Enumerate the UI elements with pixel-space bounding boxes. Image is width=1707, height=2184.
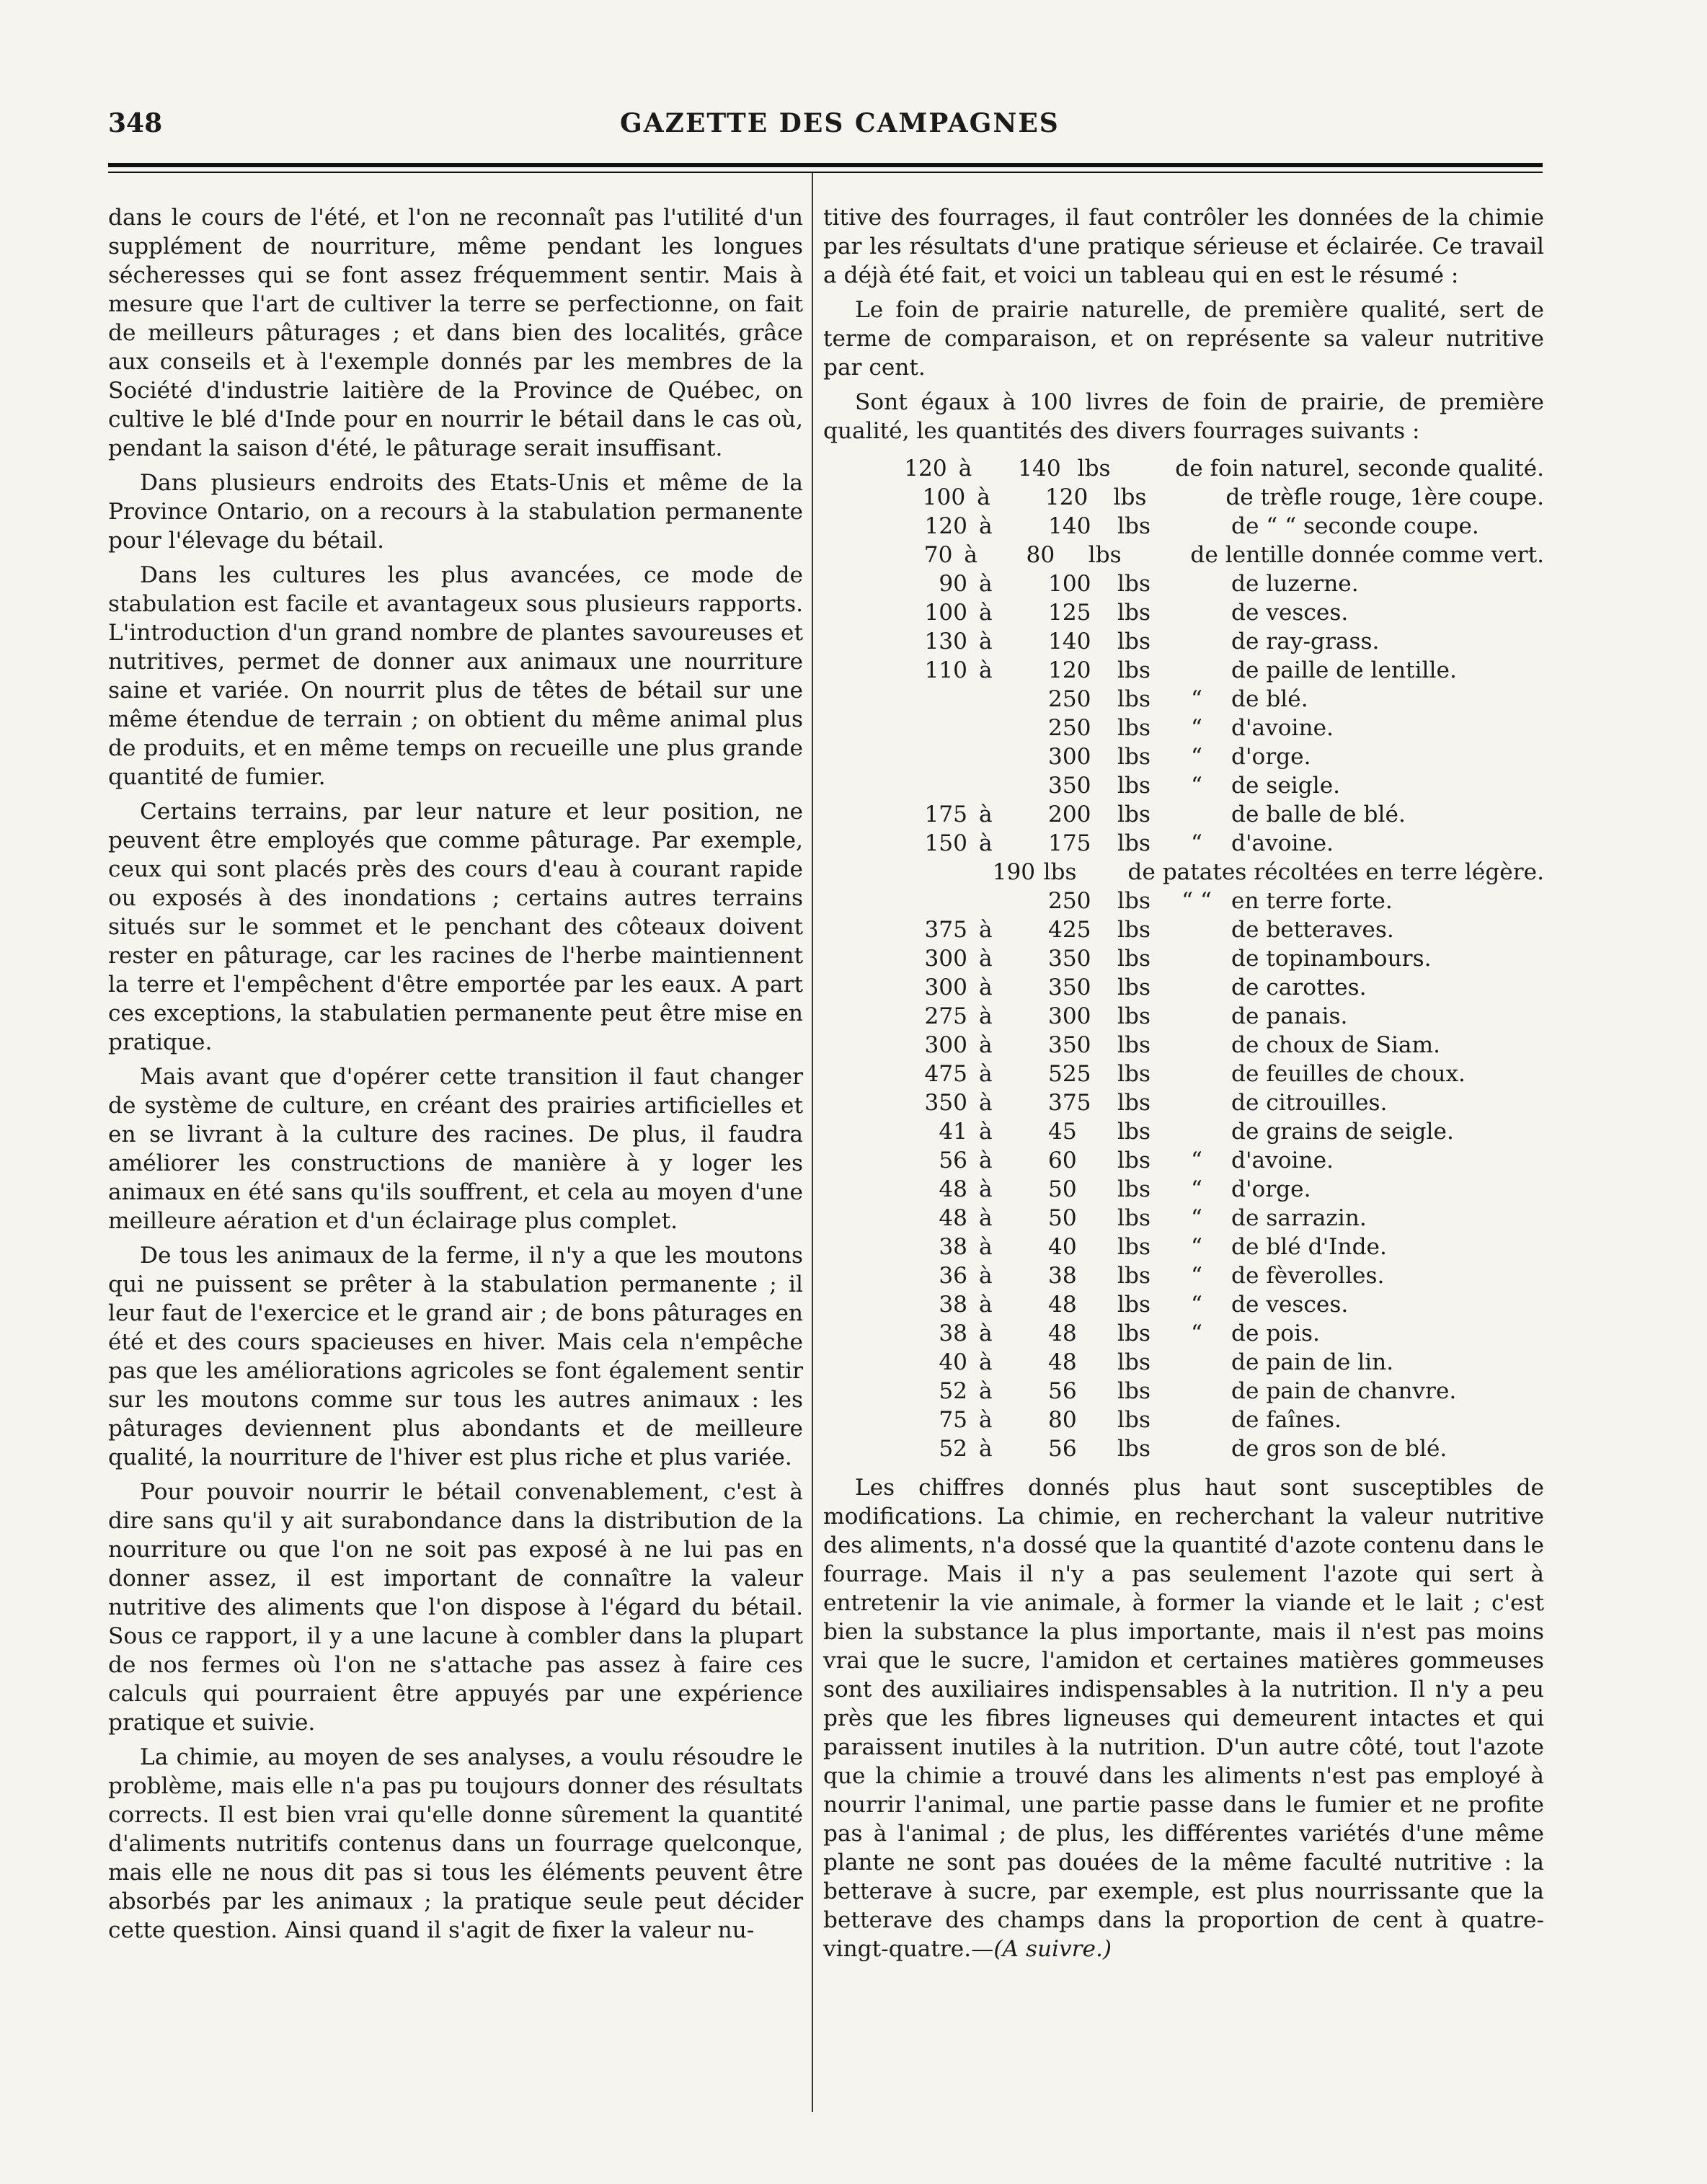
range-from: 175 bbox=[924, 802, 967, 827]
ditto-mark bbox=[1162, 569, 1231, 598]
range-from: 120 bbox=[904, 456, 947, 481]
fodder-name: de patates récoltées en terre légère. bbox=[1127, 859, 1545, 885]
fodder-name: de topinambours. bbox=[1231, 946, 1432, 972]
range-sep: à bbox=[979, 657, 993, 683]
unit: lbs bbox=[1088, 542, 1122, 568]
ditto-mark bbox=[1162, 1406, 1231, 1434]
range-to: 375 bbox=[1048, 1090, 1091, 1116]
range-sep: à bbox=[979, 513, 993, 539]
unit: lbs bbox=[1117, 1032, 1150, 1058]
right-column bbox=[823, 203, 1544, 1969]
range-sep: à bbox=[979, 1349, 993, 1375]
left-paragraph: Dans plusieurs endroits des Etats-Unis et même de la Province Ontario, on a recours à la stabulation permanente pour l'élevage du bétail. bbox=[108, 470, 803, 554]
range-sep: à bbox=[979, 975, 993, 1000]
fodder-name: de betteraves. bbox=[1231, 917, 1394, 943]
range-from: 40 bbox=[939, 1349, 967, 1375]
fodder-name: de choux de Siam. bbox=[1231, 1032, 1441, 1058]
range-sep: à bbox=[979, 1061, 993, 1087]
range-from: 375 bbox=[924, 917, 967, 943]
header-rule-thick bbox=[108, 163, 1543, 167]
table-row bbox=[823, 1002, 1544, 1031]
range-from bbox=[823, 887, 979, 915]
range-from: 75 bbox=[939, 1407, 967, 1433]
table-row bbox=[823, 944, 1544, 973]
range-sep: à bbox=[979, 1436, 993, 1462]
ditto-mark: “ bbox=[1191, 773, 1202, 799]
page-number: 348 bbox=[108, 108, 163, 138]
range-from: 70 bbox=[923, 542, 953, 568]
range-to: 350 bbox=[1048, 1032, 1091, 1058]
table-row bbox=[823, 1175, 1544, 1204]
ditto-mark bbox=[1162, 512, 1231, 541]
table-row bbox=[823, 1319, 1544, 1348]
fodder-name: de seigle. bbox=[1231, 773, 1341, 799]
fodder-name: en terre forte. bbox=[1231, 888, 1393, 914]
range-sep: à bbox=[979, 1234, 993, 1260]
to-be-continued: (A suivre.) bbox=[993, 1936, 1112, 1962]
range-to: 140 bbox=[1018, 456, 1061, 481]
range-sep: à bbox=[979, 1148, 993, 1173]
closing-text: Les chiffres donnés plus haut sont susceptibles de modifications. La chimie, en recherchant la valeur nutritive des aliments, n'a dossé que la quantité d'azote contenu dans le fourrage. Mais il n'y a pas seulement l'azote qui sert à entretenir la vie animale, à former la viande et le lait ; c'est bien la substance la plus importante, mais il n'est pas moins vrai que le sucre, l'amidon et certaines matières gommeuses sont des auxiliaires indispensables à la nutrition. Il n'y a peu près que les fibres ligneuses qui demeurent intactes et qui paraissent inutiles à la nutrition. D'un autre côté, tout l'azote que la chimie a trouvé dans les aliments n'est pas employé à nourrir l'animal, une partie passe dans le fumier et ne profite pas à l'animal ; de plus, les différentes variétés d'une même plante ne sont pas douées de la même faculté nutritive : la betterave à sucre, par exemple, est plus nourrissante que la betterave des champs dans la proportion de cent à quatre-vingt-quatre.— bbox=[823, 1475, 1544, 1962]
ditto-mark bbox=[1162, 656, 1231, 685]
range-from bbox=[823, 858, 941, 887]
range-sep: à bbox=[979, 629, 993, 654]
range-sep: à bbox=[979, 1176, 993, 1202]
unit: lbs bbox=[1117, 715, 1150, 741]
table-row bbox=[823, 598, 1544, 627]
fodder-name: de lentille donnée comme vert. bbox=[1190, 542, 1545, 568]
table-row bbox=[823, 829, 1544, 858]
ditto-mark: “ bbox=[1191, 830, 1202, 856]
fodder-name: de luzerne. bbox=[1231, 571, 1359, 597]
range-from: 38 bbox=[939, 1234, 967, 1260]
range-sep bbox=[979, 714, 1048, 742]
range-to: 80 bbox=[1026, 542, 1055, 568]
fodder-name: d'orge. bbox=[1231, 1176, 1311, 1202]
range-to: 80 bbox=[1048, 1407, 1077, 1433]
range-to: 48 bbox=[1048, 1320, 1077, 1346]
ditto-mark bbox=[1162, 627, 1231, 656]
range-from bbox=[823, 742, 979, 771]
range-from: 100 bbox=[922, 484, 966, 510]
left-paragraph: dans le cours de l'été, et l'on ne reconnaît pas l'utilité d'un supplément de nourriture, même pendant les longues sécheresses qui se font assez fréquemment sentir. Mais à mesure que l'art de cultiver la terre se perfectionne, on fait de meilleurs pâturages ; et dans bien des localités, grâce aux conseils et à l'exemple donnés par les membres de la Société d'industrie laitière de la Province de Québec, on cultive le blé d'Inde pour en nourrir le bétail dans le cas où, pendant la saison d'été, le pâturage serait insuffisant. bbox=[108, 205, 803, 461]
unit: lbs bbox=[1117, 1292, 1150, 1318]
unit: lbs bbox=[1117, 600, 1150, 626]
ditto-mark bbox=[1162, 1002, 1231, 1031]
ditto-mark: “ bbox=[1191, 1205, 1202, 1231]
ditto-mark bbox=[1162, 973, 1231, 1002]
table-row bbox=[823, 685, 1544, 714]
table-row bbox=[823, 1434, 1544, 1463]
ditto-mark bbox=[1162, 944, 1231, 973]
range-sep: à bbox=[979, 1292, 993, 1318]
ditto-mark bbox=[1162, 1348, 1231, 1377]
right-intro-paragraph: titive des fourrages, il faut contrôler les données de la chimie par les résultats d'une pratique sérieuse et éclairée. Ce travail a déjà été fait, et voici un tableau qui en est le résumé : bbox=[823, 205, 1544, 288]
header-rule-thin bbox=[108, 172, 1543, 173]
range-to: 350 bbox=[1048, 946, 1091, 972]
fodder-name: de vesces. bbox=[1231, 1292, 1349, 1318]
range-from: 38 bbox=[939, 1292, 967, 1318]
unit: lbs bbox=[1117, 1263, 1150, 1289]
table-row bbox=[823, 800, 1544, 829]
range-from: 36 bbox=[939, 1263, 967, 1289]
range-from bbox=[823, 771, 979, 800]
fodder-name: de faînes. bbox=[1231, 1407, 1342, 1433]
range-to: 100 bbox=[1048, 571, 1091, 597]
table-row bbox=[823, 1204, 1544, 1233]
left-paragraph: Certains terrains, par leur nature et leur position, ne peuvent être employés que comme pâturage. Par exemple, ceux qui sont placés près des cours d'eau à courant rapide ou exposés à des inondations ; certains autres terrains situés sur le sommet et le penchant des côteaux doivent rester en pâturage, car les racines de l'herbe maintiennent la terre et l'empêchent d'être emportée par les eaux. A part ces exceptions, la stabulatien permanente peut être mise en pratique. bbox=[108, 799, 803, 1055]
range-sep bbox=[979, 887, 1048, 915]
ditto-mark: “ bbox=[1191, 715, 1202, 741]
range-sep bbox=[979, 771, 1048, 800]
range-from: 52 bbox=[939, 1436, 967, 1462]
range-to: 45 bbox=[1048, 1119, 1077, 1145]
range-from: 110 bbox=[924, 657, 967, 683]
range-from: 41 bbox=[939, 1119, 967, 1145]
unit: lbs bbox=[1117, 917, 1150, 943]
table-row bbox=[823, 742, 1544, 771]
range-sep: à bbox=[964, 542, 978, 568]
left-column bbox=[108, 203, 803, 1950]
fodder-name: de foin naturel, seconde qualité. bbox=[1175, 456, 1544, 481]
table-row bbox=[823, 512, 1544, 541]
range-to: 60 bbox=[1048, 1148, 1077, 1173]
table-row bbox=[823, 1060, 1544, 1088]
unit: lbs bbox=[1117, 975, 1150, 1000]
fodder-name: d'orge. bbox=[1231, 744, 1311, 770]
ditto-mark bbox=[1076, 858, 1127, 887]
range-from: 300 bbox=[924, 975, 967, 1000]
range-from: 300 bbox=[924, 1032, 967, 1058]
range-from: 48 bbox=[939, 1176, 967, 1202]
fodder-name: de ray-grass. bbox=[1231, 629, 1380, 654]
unit: lbs bbox=[1117, 1349, 1150, 1375]
unit: lbs bbox=[1117, 686, 1150, 712]
unit: lbs bbox=[1117, 1234, 1150, 1260]
range-sep bbox=[979, 742, 1048, 771]
range-sep: à bbox=[979, 1090, 993, 1116]
ditto-mark bbox=[1158, 483, 1226, 512]
unit: lbs bbox=[1117, 1407, 1150, 1433]
table-row bbox=[823, 714, 1544, 742]
left-paragraph: La chimie, au moyen de ses analyses, a voulu résoudre le problème, mais elle n'a pas pu toujours donner des résultats corrects. Il est bien vrai qu'elle donne sûrement la quantité d'aliments nutritifs contenus dans un fourrage quelconque, mais elle ne nous dit pas si tous les éléments peuvent être absorbés par les animaux ; la pratique seule peut décider cette question. Ainsi quand il s'agit de fixer la valeur nu- bbox=[108, 1744, 803, 1943]
table-row bbox=[823, 1233, 1544, 1261]
ditto-mark bbox=[1162, 915, 1231, 944]
range-sep: à bbox=[977, 484, 990, 510]
unit: lbs bbox=[1117, 1320, 1150, 1346]
fodder-name: de trèfle rouge, 1ère coupe. bbox=[1225, 484, 1544, 510]
unit: lbs bbox=[1117, 1176, 1150, 1202]
range-to: 350 bbox=[1048, 975, 1091, 1000]
range-sep: à bbox=[979, 600, 993, 626]
left-paragraph: De tous les animaux de la ferme, il n'y a que les moutons qui ne puissent se prêter à la stabulation permanente ; il leur faut de l'exercice et le grand air ; de bons pâturages en été et des cours spacieuses en hiver. Mais cela n'empêche pas que les améliorations agricoles se font également sentir sur les moutons comme sur tous les autres animaux : les pâturages deviennent plus abondants et de meilleure qualité, la nourriture de l'hiver est plus riche et plus variée. bbox=[108, 1243, 803, 1470]
ditto-mark bbox=[1162, 1060, 1231, 1088]
range-to: 300 bbox=[1048, 744, 1091, 770]
range-to: 120 bbox=[1045, 484, 1089, 510]
range-to: 48 bbox=[1048, 1349, 1077, 1375]
range-to: 38 bbox=[1048, 1263, 1077, 1289]
ditto-mark bbox=[1116, 454, 1175, 483]
table-row bbox=[823, 1377, 1544, 1406]
range-sep: à bbox=[979, 830, 993, 856]
unit: lbs bbox=[1117, 1436, 1150, 1462]
ditto-mark: “ “ bbox=[1181, 888, 1212, 914]
table-row bbox=[823, 1146, 1544, 1175]
range-to: 140 bbox=[1048, 513, 1091, 539]
range-from: 150 bbox=[924, 830, 967, 856]
range-from bbox=[823, 714, 979, 742]
right-paragraph: Sont égaux à 100 livres de foin de prairie, de première qualité, les quantités des divers fourrages suivants : bbox=[823, 389, 1544, 444]
range-from: 48 bbox=[939, 1205, 967, 1231]
range-to: 250 bbox=[1048, 888, 1091, 914]
range-to: 350 bbox=[1048, 773, 1091, 799]
range-to: 525 bbox=[1048, 1061, 1091, 1087]
table-row bbox=[823, 1261, 1544, 1290]
range-sep: à bbox=[979, 1003, 993, 1029]
range-to: 250 bbox=[1048, 715, 1091, 741]
range-sep bbox=[941, 858, 993, 887]
range-sep: à bbox=[958, 456, 972, 481]
range-to: 250 bbox=[1048, 686, 1091, 712]
left-paragraph: Mais avant que d'opérer cette transition il faut changer de système de culture, en créant des prairies artificielles et en se livrant à la culture des racines. De plus, il faudra améliorer les constructions de manière à y loger les animaux en été sans qu'ils souffrent, et cela au moyen d'une meilleure aération et d'un éclairage plus complet. bbox=[108, 1064, 803, 1234]
range-to: 200 bbox=[1048, 802, 1091, 827]
range-from bbox=[823, 685, 979, 714]
range-sep: à bbox=[979, 946, 993, 972]
range-to: 50 bbox=[1048, 1176, 1077, 1202]
unit: lbs bbox=[1117, 1378, 1150, 1404]
left-paragraph: Dans les cultures les plus avancées, ce mode de stabulation est facile et avantageux sous plusieurs rapports. L'introduction d'un grand nombre de plantes savoureuses et nutritives, permet de donner aux animaux une nourriture saine et variée. On nourrit plus de têtes de bétail sur une même étendue de terrain ; on obtient du même animal plus de produits, et en même temps on recueille une plus grande quantité de fumier. bbox=[108, 562, 803, 790]
table-row bbox=[823, 656, 1544, 685]
range-to: 40 bbox=[1048, 1234, 1077, 1260]
ditto-mark bbox=[1128, 541, 1190, 569]
fodder-name: de balle de blé. bbox=[1231, 802, 1406, 827]
ditto-mark bbox=[1162, 598, 1231, 627]
table-row bbox=[823, 1031, 1544, 1060]
table-row bbox=[823, 915, 1544, 944]
range-sep: à bbox=[979, 1378, 993, 1404]
range-to: 175 bbox=[1048, 830, 1091, 856]
right-paragraph: Le foin de prairie naturelle, de première qualité, sert de terme de comparaison, et on représente sa valeur nutritive par cent. bbox=[823, 297, 1544, 381]
range-to: 140 bbox=[1048, 629, 1091, 654]
ditto-mark: “ bbox=[1191, 1148, 1202, 1173]
column-divider bbox=[812, 173, 813, 2112]
right-closing-paragraph bbox=[823, 1473, 1544, 1963]
ditto-mark: “ bbox=[1191, 1234, 1202, 1260]
unit: lbs bbox=[1117, 1148, 1150, 1173]
range-from: 52 bbox=[939, 1378, 967, 1404]
range-from: 350 bbox=[924, 1090, 967, 1116]
range-to: 300 bbox=[1048, 1003, 1091, 1029]
ditto-mark: “ bbox=[1191, 1263, 1202, 1289]
fodder-equivalence-table bbox=[823, 454, 1544, 1463]
ditto-mark: “ bbox=[1191, 1292, 1202, 1318]
range-from: 38 bbox=[939, 1320, 967, 1346]
fodder-name: d'avoine. bbox=[1231, 830, 1334, 856]
ditto-mark bbox=[1162, 1377, 1231, 1406]
fodder-name: d'avoine. bbox=[1231, 1148, 1334, 1173]
ditto-mark bbox=[1162, 1031, 1231, 1060]
fodder-name: de feuilles de choux. bbox=[1231, 1061, 1466, 1087]
range-to: 50 bbox=[1048, 1205, 1077, 1231]
fodder-name: de panais. bbox=[1231, 1003, 1348, 1029]
fodder-name: de pois. bbox=[1231, 1320, 1320, 1346]
range-from: 475 bbox=[924, 1061, 967, 1087]
ditto-mark: “ bbox=[1191, 1176, 1202, 1202]
table-row bbox=[823, 627, 1544, 656]
range-from: 130 bbox=[924, 629, 967, 654]
table-row bbox=[823, 858, 1544, 887]
unit: lbs bbox=[1113, 484, 1147, 510]
fodder-name: de “ “ seconde coupe. bbox=[1231, 513, 1479, 539]
unit: lbs bbox=[1117, 1003, 1150, 1029]
fodder-name: de vesces. bbox=[1231, 600, 1349, 626]
running-head-title: GAZETTE DES CAMPAGNES bbox=[620, 108, 1060, 138]
table-row bbox=[823, 541, 1544, 569]
range-sep: à bbox=[979, 1032, 993, 1058]
range-to: 125 bbox=[1048, 600, 1091, 626]
unit: lbs bbox=[1117, 1090, 1150, 1116]
left-paragraph: Pour pouvoir nourrir le bétail convenablement, c'est à dire sans qu'il y ait surabondance dans la distribution de la nourriture ou que l'on ne soit pas exposé à ne lui pas en donner assez, il est important de connaître la valeur nutritive des aliments que l'on dispose à l'égard du bétail. Sous ce rapport, il y a une lacune à combler dans la plupart de nos fermes où l'on ne s'attache pas assez à faire ces calculs qui pourraient être appuyés par une expérience pratique et suivie. bbox=[108, 1479, 803, 1736]
ditto-mark bbox=[1162, 1434, 1231, 1463]
fodder-name: de pain de chanvre. bbox=[1231, 1378, 1457, 1404]
table-row bbox=[823, 483, 1544, 512]
range-to: 190 bbox=[992, 859, 1036, 885]
range-sep: à bbox=[979, 571, 993, 597]
fodder-name: de blé d'Inde. bbox=[1231, 1234, 1387, 1260]
range-to: 425 bbox=[1048, 917, 1091, 943]
unit: lbs bbox=[1117, 1061, 1150, 1087]
fodder-name: de pain de lin. bbox=[1231, 1349, 1394, 1375]
range-sep: à bbox=[979, 802, 993, 827]
unit: lbs bbox=[1077, 456, 1111, 481]
ditto-mark: “ bbox=[1191, 686, 1202, 712]
unit: lbs bbox=[1117, 1205, 1150, 1231]
range-to: 56 bbox=[1048, 1436, 1077, 1462]
unit: lbs bbox=[1117, 513, 1150, 539]
fodder-name: de fèverolles. bbox=[1231, 1263, 1385, 1289]
table-row bbox=[823, 1348, 1544, 1377]
fodder-name: d'avoine. bbox=[1231, 715, 1334, 741]
table-row bbox=[823, 973, 1544, 1002]
fodder-name: de citrouilles. bbox=[1231, 1090, 1388, 1116]
table-row bbox=[823, 887, 1544, 915]
fodder-name: de gros son de blé. bbox=[1231, 1436, 1447, 1462]
range-from: 275 bbox=[924, 1003, 967, 1029]
table-row bbox=[823, 1088, 1544, 1117]
unit: lbs bbox=[1043, 859, 1077, 885]
range-sep bbox=[979, 685, 1048, 714]
fodder-name: de grains de seigle. bbox=[1231, 1119, 1454, 1145]
unit: lbs bbox=[1117, 744, 1150, 770]
unit: lbs bbox=[1117, 802, 1150, 827]
ditto-mark: “ bbox=[1191, 1320, 1202, 1346]
table-row bbox=[823, 771, 1544, 800]
range-sep: à bbox=[979, 1320, 993, 1346]
range-from: 56 bbox=[939, 1148, 967, 1173]
fodder-name: de blé. bbox=[1231, 686, 1308, 712]
unit: lbs bbox=[1117, 830, 1150, 856]
range-sep: à bbox=[979, 1205, 993, 1231]
ditto-mark: “ bbox=[1191, 744, 1202, 770]
range-from: 100 bbox=[924, 600, 967, 626]
range-to: 56 bbox=[1048, 1378, 1077, 1404]
table-row bbox=[823, 1290, 1544, 1319]
range-from: 120 bbox=[924, 513, 967, 539]
ditto-mark bbox=[1162, 800, 1231, 829]
range-to: 120 bbox=[1048, 657, 1091, 683]
range-sep: à bbox=[979, 1407, 993, 1433]
unit: lbs bbox=[1117, 888, 1150, 914]
ditto-mark bbox=[1162, 1088, 1231, 1117]
unit: lbs bbox=[1117, 657, 1150, 683]
range-from: 300 bbox=[924, 946, 967, 972]
fodder-name: de sarrazin. bbox=[1231, 1205, 1367, 1231]
fodder-name: de paille de lentille. bbox=[1231, 657, 1457, 683]
table-row bbox=[823, 1117, 1544, 1146]
unit: lbs bbox=[1117, 629, 1150, 654]
range-sep: à bbox=[979, 1263, 993, 1289]
table-row bbox=[823, 1406, 1544, 1434]
range-sep: à bbox=[979, 917, 993, 943]
range-to: 48 bbox=[1048, 1292, 1077, 1318]
unit: lbs bbox=[1117, 571, 1150, 597]
ditto-mark bbox=[1162, 1117, 1231, 1146]
unit: lbs bbox=[1117, 773, 1150, 799]
range-sep: à bbox=[979, 1119, 993, 1145]
range-from: 90 bbox=[939, 571, 967, 597]
fodder-name: de carottes. bbox=[1231, 975, 1367, 1000]
unit: lbs bbox=[1117, 1119, 1150, 1145]
table-row bbox=[823, 454, 1544, 483]
unit: lbs bbox=[1117, 946, 1150, 972]
table-row bbox=[823, 569, 1544, 598]
